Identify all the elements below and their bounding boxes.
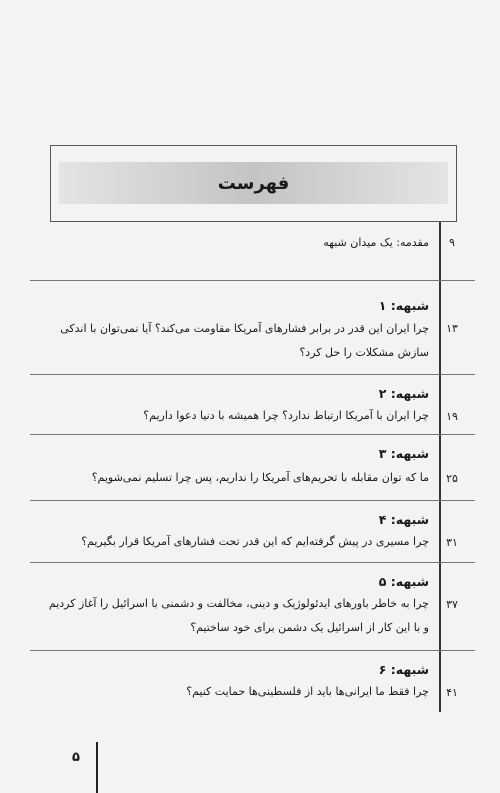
toc-entry-label: شبهه: ۳ [378,446,429,461]
folio-page-number: ۵ [72,750,80,765]
toc-entry-intro[interactable] [30,222,475,281]
toc-page-number: ۲۵ [446,472,458,485]
page-title: فهرست [217,172,290,194]
toc-page-number: ۹ [449,236,455,249]
toc-entry-1[interactable] [30,286,475,375]
toc-entry-text: چرا ایران این قدر در برابر فشارهای آمریکا مقاومت می‌کند؟ آیا نمی‌توان با اندکی سازش مشکلات را حل کرد؟ [60,322,429,359]
toc-entry-text: ما که توان مقابله با تحریم‌های آمریکا را نداریم، پس چرا تسلیم نمی‌شویم؟ [91,471,429,484]
toc-entry-label: شبهه: ۱ [378,298,429,313]
toc-entry-text: چرا ایران با آمریکا ارتباط ندارد؟ چرا همیشه با دنیا دعوا داریم؟ [143,409,429,422]
toc-entry-label: شبهه: ۶ [378,662,429,677]
toc-page-number: ۴۱ [446,686,458,699]
toc-page-number: ۱۹ [446,410,458,423]
toc-entry-2[interactable] [30,374,475,435]
toc-entry-label: شبهه: ۲ [378,386,429,401]
toc-entry-4[interactable] [30,500,475,563]
toc-page-number: ۳۷ [446,598,458,611]
toc-entry-5[interactable] [30,562,475,651]
toc-entry-text: چرا فقط ما ایرانی‌ها باید از فلسطینی‌ها حمایت کنیم؟ [186,685,429,698]
toc-entry-label: شبهه: ۵ [378,574,429,589]
table-of-contents [30,222,475,742]
toc-entry-text: چرا مسیری در پیش گرفته‌ایم که این قدر تحت فشارهای آمریکا قرار بگیریم؟ [81,535,429,548]
toc-entry-6[interactable] [30,650,475,716]
toc-page-number: ۱۳ [446,322,458,335]
toc-entry-label: شبهه: ۴ [378,512,429,527]
toc-entry-text: مقدمه: یک میدان شبهه [323,236,429,249]
title-band [59,162,448,204]
toc-title-box [50,145,457,222]
toc-entry-text: چرا به خاطر باورهای ایدئولوژیک و دینی، مخالفت و دشمنی با اسرائیل را آغاز کردیم و با این کار از اسرائیل یک دشمن برای خود ساختیم؟ [48,597,429,634]
folio-rule [96,742,98,793]
toc-page-number: ۳۱ [446,536,458,549]
toc-entry-3[interactable] [30,434,475,501]
